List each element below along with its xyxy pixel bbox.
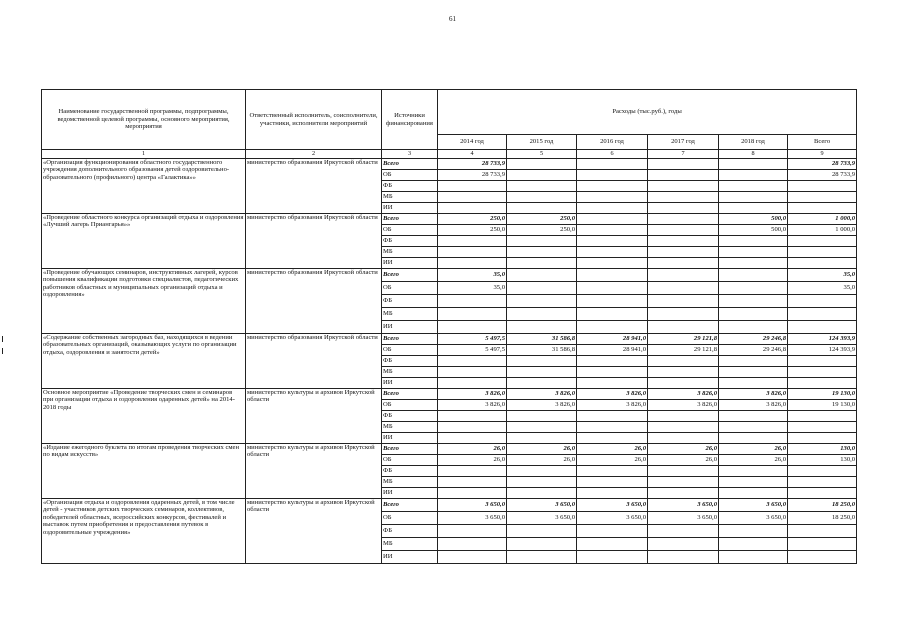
total-value: 35,0 [788, 269, 857, 282]
year-value [719, 308, 788, 321]
column-number: 1 [42, 150, 246, 159]
year-value: 3 650,0 [719, 512, 788, 525]
year-value: 28 733,9 [438, 170, 507, 181]
year-value [577, 295, 648, 308]
activity-name: Основное мероприятие «Проведение творческих смен и семинаров при организации отдыха и оздоровления одаренных детей» на 2014-2018 годы [42, 389, 246, 444]
funding-source: ФБ [382, 411, 438, 422]
year-value: 3 826,0 [719, 400, 788, 411]
year-value [648, 525, 719, 538]
year-value [648, 367, 719, 378]
column-number: 7 [648, 150, 719, 159]
column-number: 9 [788, 150, 857, 159]
year-value [507, 295, 577, 308]
year-value [648, 214, 719, 225]
column-number: 3 [382, 150, 438, 159]
year-value: 35,0 [438, 269, 507, 282]
total-value: 130,0 [788, 455, 857, 466]
total-value: 19 130,0 [788, 400, 857, 411]
year-value: 29 246,8 [719, 334, 788, 345]
year-value [438, 192, 507, 203]
year-value [507, 321, 577, 334]
margin-mark [2, 348, 3, 354]
year-value [507, 269, 577, 282]
column-number: 2 [246, 150, 382, 159]
responsible-executor: министерство образования Иркутской области [246, 159, 382, 214]
year-value [507, 433, 577, 444]
year-value: 28 941,0 [577, 345, 648, 356]
funding-source: ИИ [382, 321, 438, 334]
year-value [438, 308, 507, 321]
year-value [507, 170, 577, 181]
year-value [719, 525, 788, 538]
year-value [507, 282, 577, 295]
year-value [507, 367, 577, 378]
table-row [42, 334, 857, 345]
year-value [648, 411, 719, 422]
total-value [788, 525, 857, 538]
total-value: 19 130,0 [788, 389, 857, 400]
year-value [577, 203, 648, 214]
year-value: 500,0 [719, 225, 788, 236]
year-value [507, 477, 577, 488]
year-value [507, 258, 577, 269]
year-value [719, 422, 788, 433]
total-value: 18 250,0 [788, 499, 857, 512]
year-value: 29 121,8 [648, 334, 719, 345]
total-value [788, 433, 857, 444]
year-value: 3 650,0 [648, 512, 719, 525]
activity-name: «Организация отдыха и оздоровления одаренных детей, в том числе детей - участников детских творческих семинаров, коллективов, победителей областных, всероссийских конкурсов, фестивалей и выставок путем приобретения и предоставления путевок в оздоровительные учреждения» [42, 499, 246, 564]
funding-source: ФБ [382, 466, 438, 477]
responsible-executor: министерство культуры и архивов Иркутской области [246, 444, 382, 499]
year-value: 3 650,0 [507, 499, 577, 512]
year-value [719, 433, 788, 444]
year-value: 250,0 [438, 225, 507, 236]
total-value: 35,0 [788, 282, 857, 295]
funding-source: МБ [382, 247, 438, 258]
year-value: 28 733,9 [438, 159, 507, 170]
funding-source: ИИ [382, 203, 438, 214]
total-value [788, 411, 857, 422]
total-value [788, 258, 857, 269]
funding-source: Всего [382, 444, 438, 455]
funding-source: ИИ [382, 433, 438, 444]
year-value: 3 826,0 [507, 400, 577, 411]
year-value: 3 650,0 [438, 499, 507, 512]
funding-source: ОБ [382, 455, 438, 466]
year-value [438, 258, 507, 269]
responsible-executor: министерство культуры и архивов Иркутской области [246, 499, 382, 564]
column-number: 4 [438, 150, 507, 159]
year-value: 28 941,0 [577, 334, 648, 345]
total-value [788, 192, 857, 203]
year-value: 3 650,0 [507, 512, 577, 525]
year-value: 3 826,0 [648, 389, 719, 400]
year-value: 31 586,8 [507, 334, 577, 345]
funding-source: ОБ [382, 225, 438, 236]
year-value [719, 170, 788, 181]
year-value [648, 433, 719, 444]
year-value: 26,0 [648, 444, 719, 455]
year-value [648, 422, 719, 433]
funding-source: ИИ [382, 488, 438, 499]
year-value [648, 356, 719, 367]
year-value [438, 466, 507, 477]
year-value: 3 650,0 [577, 499, 648, 512]
year-value [648, 170, 719, 181]
year-value [577, 356, 648, 367]
year-value [577, 422, 648, 433]
year-value: 3 826,0 [507, 389, 577, 400]
year-value: 26,0 [719, 455, 788, 466]
funding-source: Всего [382, 334, 438, 345]
funding-source: ОБ [382, 282, 438, 295]
year-value [438, 367, 507, 378]
funding-source: ОБ [382, 170, 438, 181]
year-value [577, 269, 648, 282]
year-value [719, 295, 788, 308]
funding-source: ИИ [382, 551, 438, 564]
total-value [788, 488, 857, 499]
year-value [719, 247, 788, 258]
year-value: 250,0 [438, 214, 507, 225]
total-value: 1 000,0 [788, 225, 857, 236]
year-value [577, 378, 648, 389]
year-value [438, 356, 507, 367]
year-value [648, 477, 719, 488]
year-value [438, 321, 507, 334]
total-value [788, 181, 857, 192]
responsible-executor: министерство образования Иркутской области [246, 214, 382, 269]
year-value: 26,0 [648, 455, 719, 466]
year-value [719, 321, 788, 334]
year-value [438, 378, 507, 389]
header-year: 2018 год [719, 135, 788, 150]
year-value [507, 356, 577, 367]
year-value [719, 192, 788, 203]
activity-name: «Содержание собственных загородных баз, находящихся в ведении образовательных организаций, оказывающих услуги по организации отдыха, оздоровления и занятости детей» [42, 334, 246, 389]
year-value [438, 477, 507, 488]
year-value [719, 203, 788, 214]
year-value: 250,0 [507, 214, 577, 225]
responsible-executor: министерство образования Иркутской области [246, 269, 382, 334]
year-value [577, 477, 648, 488]
year-value [719, 488, 788, 499]
year-value: 26,0 [438, 455, 507, 466]
year-value: 26,0 [438, 444, 507, 455]
year-value [719, 466, 788, 477]
year-value [648, 258, 719, 269]
year-value [719, 258, 788, 269]
year-value [577, 225, 648, 236]
funding-source: Всего [382, 214, 438, 225]
year-value [648, 488, 719, 499]
year-value: 31 586,8 [507, 345, 577, 356]
funding-source: Всего [382, 159, 438, 170]
year-value: 26,0 [577, 455, 648, 466]
year-value [719, 269, 788, 282]
activity-name: «Проведение обучающих семинаров, инструктивных лагерей, курсов повышения квалификации подготовки специалистов, педагогических работников областных и муниципальных организаций отдыха и оздоровления» [42, 269, 246, 334]
year-value [719, 367, 788, 378]
funding-source: Всего [382, 389, 438, 400]
activity-name: «Проведение областного конкурса организаций отдыха и оздоровления «Лучший лагерь Приангарья»» [42, 214, 246, 269]
responsible-executor: министерство культуры и архивов Иркутской области [246, 389, 382, 444]
year-value: 3 826,0 [438, 400, 507, 411]
year-value: 26,0 [577, 444, 648, 455]
header-year: 2016 год [577, 135, 648, 150]
year-value [507, 181, 577, 192]
year-value [438, 422, 507, 433]
total-value: 130,0 [788, 444, 857, 455]
year-value: 29 121,8 [648, 345, 719, 356]
year-value [648, 295, 719, 308]
year-value [577, 411, 648, 422]
total-value [788, 308, 857, 321]
year-value [438, 551, 507, 564]
funding-source: ОБ [382, 345, 438, 356]
header-total: Всего [788, 135, 857, 150]
year-value [719, 551, 788, 564]
year-value: 3 826,0 [719, 389, 788, 400]
year-value: 26,0 [507, 455, 577, 466]
margin-mark [2, 336, 3, 342]
funding-source: ОБ [382, 512, 438, 525]
year-value [438, 433, 507, 444]
year-value [507, 551, 577, 564]
total-value [788, 367, 857, 378]
total-value: 28 733,9 [788, 170, 857, 181]
year-value [719, 159, 788, 170]
header-responsible: Ответственный исполнитель, соисполнители, участники, исполнители мероприятий [246, 90, 382, 150]
year-value [648, 466, 719, 477]
table-row [42, 444, 857, 455]
year-value [577, 488, 648, 499]
activity-name: «Организация функционирования областного государственного учреждения дополнительного образования детей оздоровительно-образовательного (профильного) центра «Галактика»» [42, 159, 246, 214]
year-value [507, 159, 577, 170]
year-value [438, 236, 507, 247]
responsible-executor: министерство образования Иркутской области [246, 334, 382, 389]
table-row [42, 269, 857, 282]
year-value: 3 650,0 [648, 499, 719, 512]
year-value: 3 650,0 [577, 512, 648, 525]
year-value [719, 538, 788, 551]
table-row [42, 214, 857, 225]
year-value [648, 282, 719, 295]
total-value [788, 203, 857, 214]
year-value: 26,0 [507, 444, 577, 455]
funding-source: МБ [382, 538, 438, 551]
year-value: 5 497,5 [438, 334, 507, 345]
funding-source: ФБ [382, 356, 438, 367]
year-value [438, 203, 507, 214]
funding-source: МБ [382, 422, 438, 433]
year-value [507, 488, 577, 499]
activity-name: «Издание ежегодного буклета по итогам проведения творческих смен по видам искусств» [42, 444, 246, 499]
funding-source: ОБ [382, 400, 438, 411]
header-source: Источники финансирования [382, 90, 438, 150]
year-value [648, 378, 719, 389]
year-value [648, 203, 719, 214]
year-value [438, 525, 507, 538]
year-value [719, 477, 788, 488]
expenses-table [41, 89, 857, 564]
year-value [577, 159, 648, 170]
year-value [577, 525, 648, 538]
year-value [648, 538, 719, 551]
funding-source: ФБ [382, 181, 438, 192]
total-value [788, 236, 857, 247]
year-value [719, 411, 788, 422]
year-value [507, 466, 577, 477]
total-value [788, 538, 857, 551]
year-value: 3 650,0 [438, 512, 507, 525]
year-value [577, 367, 648, 378]
year-value [507, 192, 577, 203]
table-row [42, 499, 857, 512]
year-value [507, 422, 577, 433]
year-value [577, 433, 648, 444]
total-value [788, 477, 857, 488]
total-value [788, 422, 857, 433]
year-value: 35,0 [438, 282, 507, 295]
year-value [507, 411, 577, 422]
year-value [577, 258, 648, 269]
year-value [648, 308, 719, 321]
year-value [577, 236, 648, 247]
year-value [719, 236, 788, 247]
year-value [577, 192, 648, 203]
total-value [788, 551, 857, 564]
year-value [719, 181, 788, 192]
year-value [648, 159, 719, 170]
total-value: 124 393,9 [788, 334, 857, 345]
header-year: 2014 год [438, 135, 507, 150]
year-value [438, 247, 507, 258]
year-value [438, 181, 507, 192]
year-value [507, 247, 577, 258]
column-number: 5 [507, 150, 577, 159]
year-value: 500,0 [719, 214, 788, 225]
funding-source: Всего [382, 499, 438, 512]
header-year: 2015 год [507, 135, 577, 150]
year-value [507, 308, 577, 321]
year-value [507, 203, 577, 214]
year-value [577, 282, 648, 295]
year-value [438, 538, 507, 551]
header-expenses: Расходы (тыс.руб.), годы [438, 90, 857, 135]
year-value [648, 551, 719, 564]
year-value [507, 538, 577, 551]
year-value [719, 282, 788, 295]
funding-source: МБ [382, 367, 438, 378]
year-value [577, 181, 648, 192]
table-row [42, 389, 857, 400]
year-value [577, 466, 648, 477]
header-name: Наименование государственной программы, подпрограммы, ведомственной целевой программы, основного мероприятия, мероприятия [42, 90, 246, 150]
funding-source: Всего [382, 269, 438, 282]
year-value [719, 356, 788, 367]
year-value [507, 525, 577, 538]
year-value [577, 321, 648, 334]
year-value [648, 269, 719, 282]
year-value [648, 236, 719, 247]
header-year: 2017 год [648, 135, 719, 150]
funding-source: ИИ [382, 378, 438, 389]
year-value [577, 308, 648, 321]
funding-source: ФБ [382, 236, 438, 247]
year-value [438, 295, 507, 308]
funding-source: ФБ [382, 525, 438, 538]
year-value [438, 411, 507, 422]
year-value [648, 181, 719, 192]
page-number: 61 [449, 15, 456, 23]
funding-source: ИИ [382, 258, 438, 269]
year-value [507, 236, 577, 247]
year-value [577, 170, 648, 181]
year-value: 3 826,0 [648, 400, 719, 411]
total-value [788, 378, 857, 389]
year-value [719, 378, 788, 389]
total-value: 124 393,9 [788, 345, 857, 356]
total-value: 1 000,0 [788, 214, 857, 225]
funding-source: МБ [382, 192, 438, 203]
total-value [788, 356, 857, 367]
total-value [788, 247, 857, 258]
year-value: 26,0 [719, 444, 788, 455]
year-value: 3 826,0 [577, 400, 648, 411]
year-value [648, 247, 719, 258]
table-row [42, 159, 857, 170]
column-number: 8 [719, 150, 788, 159]
year-value [577, 551, 648, 564]
year-value [577, 538, 648, 551]
total-value: 28 733,9 [788, 159, 857, 170]
funding-source: ФБ [382, 295, 438, 308]
year-value [648, 192, 719, 203]
total-value [788, 466, 857, 477]
year-value [438, 488, 507, 499]
table-body [42, 159, 857, 564]
column-number: 6 [577, 150, 648, 159]
year-value: 250,0 [507, 225, 577, 236]
year-value: 5 497,5 [438, 345, 507, 356]
total-value [788, 321, 857, 334]
year-value [577, 247, 648, 258]
year-value: 3 650,0 [719, 499, 788, 512]
year-value: 3 826,0 [438, 389, 507, 400]
year-value: 3 826,0 [577, 389, 648, 400]
funding-source: МБ [382, 477, 438, 488]
year-value [648, 225, 719, 236]
total-value: 18 250,0 [788, 512, 857, 525]
funding-source: МБ [382, 308, 438, 321]
year-value: 29 246,8 [719, 345, 788, 356]
year-value [648, 321, 719, 334]
total-value [788, 295, 857, 308]
year-value [507, 378, 577, 389]
year-value [577, 214, 648, 225]
